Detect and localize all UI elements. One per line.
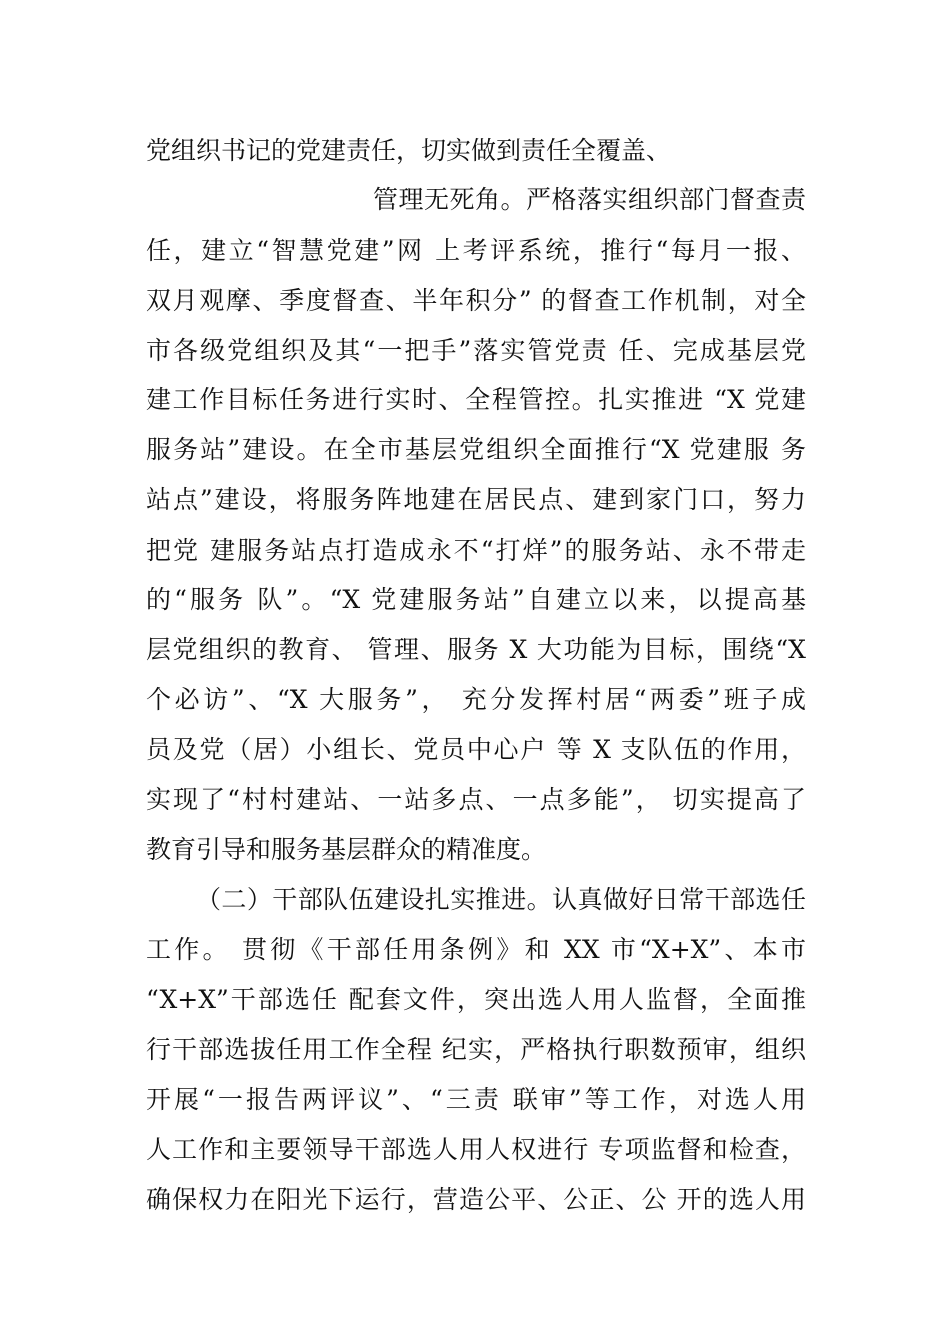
text-line-13: 员及党（居）小组长、党员中心户 等 X 支队伍的作用，: [146, 735, 806, 764]
text-line-16: （二）干部队伍建设扎实推进。认真做好日常干部选任: [196, 885, 806, 914]
text-line-1: 党组织书记的党建责任，切实做到责任全覆盖、: [146, 136, 672, 165]
text-line-10: 的“服务 队”。“X 党建服务站”自建立以来，以提高基: [146, 585, 806, 614]
text-line-6: 建工作目标任务进行实时、全程管控。扎实推进 “X 党建: [146, 385, 806, 414]
text-line-22: 确保权力在阳光下运行，营造公平、公正、公 开的选人用: [146, 1185, 806, 1214]
text-line-14: 实现了“村村建站、一站多点、一点多能”， 切实提高了: [146, 785, 806, 814]
text-line-17: 工作。 贯彻《干部任用条例》和 XX 市“X+X”、本市: [146, 935, 806, 964]
text-line-9: 把党 建服务站点打造成永不“打烊”的服务站、永不带走: [146, 536, 806, 565]
text-line-3: 任，建立“智慧党建”网 上考评系统，推行“每月一报、: [146, 236, 806, 265]
text-line-12: 个必访”、“X 大服务”， 充分发挥村居“两委”班子成: [146, 685, 806, 714]
text-line-15: 教育引导和服务基层群众的精准度。: [146, 835, 547, 864]
text-line-4: 双月观摩、季度督查、半年积分” 的督查工作机制，对全: [146, 286, 806, 315]
text-line-19: 行干部选拔任用工作全程 纪实，严格执行职数预审，组织: [146, 1035, 806, 1064]
text-line-2: 管理无死角。严格落实组织部门督查责: [373, 185, 806, 214]
text-line-20: 开展“一报告两评议”、“三责 联审”等工作，对选人用: [146, 1085, 806, 1114]
text-line-8: 站点”建设，将服务阵地建在居民点、建到家门口，努力: [146, 485, 806, 514]
text-line-21: 人工作和主要领导干部选人用人权进行 专项监督和检查，: [146, 1135, 806, 1164]
text-line-5: 市各级党组织及其“一把手”落实管党责 任、完成基层党: [146, 336, 806, 365]
text-line-18: “X+X”干部选任 配套文件，突出选人用人监督，全面推: [146, 985, 806, 1014]
text-line-11: 层党组织的教育、 管理、服务 X 大功能为目标，围绕“X: [146, 635, 806, 664]
text-line-7: 服务站”建设。在全市基层党组织全面推行“X 党建服 务: [146, 435, 806, 464]
